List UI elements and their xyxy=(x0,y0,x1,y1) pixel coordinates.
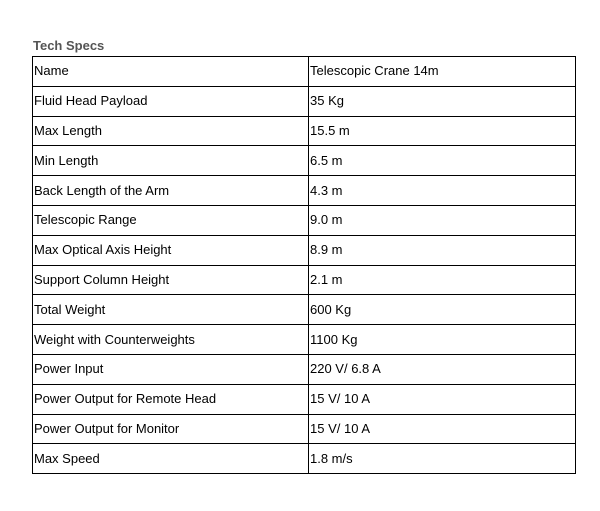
table-row xyxy=(33,57,576,87)
table-row xyxy=(33,86,576,116)
table-caption: Tech Specs xyxy=(33,38,105,53)
spec-value: 8.9 m xyxy=(309,235,576,265)
spec-label: Telescopic Range xyxy=(33,205,309,235)
spec-label: Weight with Counterweights xyxy=(33,325,309,355)
spec-value: 15 V/ 10 A xyxy=(309,384,576,414)
spec-value: 15 V/ 10 A xyxy=(309,414,576,444)
spec-value: 15.5 m xyxy=(309,116,576,146)
table-row xyxy=(33,444,576,474)
spec-label: Back Length of the Arm xyxy=(33,176,309,206)
spec-value: 35 Kg xyxy=(309,86,576,116)
spec-label: Support Column Height xyxy=(33,265,309,295)
table-row xyxy=(33,235,576,265)
spec-label: Power Output for Monitor xyxy=(33,414,309,444)
spec-label: Power Input xyxy=(33,354,309,384)
table-row xyxy=(33,414,576,444)
spec-label: Max Length xyxy=(33,116,309,146)
spec-label: Total Weight xyxy=(33,295,309,325)
table-row xyxy=(33,116,576,146)
table-row xyxy=(33,176,576,206)
table-row xyxy=(33,146,576,176)
spec-value: 9.0 m xyxy=(309,205,576,235)
spec-label: Power Output for Remote Head xyxy=(33,384,309,414)
spec-value: 220 V/ 6.8 A xyxy=(309,354,576,384)
spec-value: 6.5 m xyxy=(309,146,576,176)
spec-value: 4.3 m xyxy=(309,176,576,206)
spec-value: Telescopic Crane 14m xyxy=(309,57,576,87)
spec-value: 1.8 m/s xyxy=(309,444,576,474)
spec-value: 600 Kg xyxy=(309,295,576,325)
spec-label: Max Optical Axis Height xyxy=(33,235,309,265)
table-row xyxy=(33,265,576,295)
table-row xyxy=(33,205,576,235)
spec-value: 1100 Kg xyxy=(309,325,576,355)
spec-value: 2.1 m xyxy=(309,265,576,295)
table-row xyxy=(33,354,576,384)
table-row xyxy=(33,384,576,414)
spec-label: Min Length xyxy=(33,146,309,176)
spec-label: Name xyxy=(33,57,309,87)
spec-label: Max Speed xyxy=(33,444,309,474)
table-row xyxy=(33,325,576,355)
tech-specs-table xyxy=(32,56,576,474)
table-row xyxy=(33,295,576,325)
spec-label: Fluid Head Payload xyxy=(33,86,309,116)
